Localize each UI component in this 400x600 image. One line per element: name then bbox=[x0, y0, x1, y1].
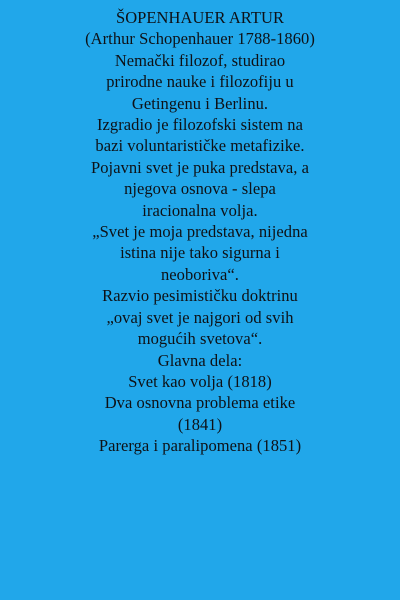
text-line: prirodne nauke i filozofiju u bbox=[106, 72, 294, 92]
work-item: Dva osnovna problema etike bbox=[104, 393, 296, 413]
text-line: Izgradio je filozofski sistem na bbox=[97, 115, 303, 135]
text-line: njegova osnova - slepa bbox=[124, 179, 276, 199]
works-heading: Glavna dela: bbox=[157, 350, 243, 370]
heading-original-name-dates: (Arthur Schopenhauer 1788-1860) bbox=[85, 29, 315, 49]
work-item: (1841) bbox=[177, 414, 223, 434]
text-line: Pojavni svet je puka predstava, a bbox=[91, 157, 309, 177]
quote-line: „Svet je moja predstava, nijedna bbox=[92, 222, 308, 242]
work-item: Svet kao volja (1818) bbox=[128, 371, 272, 391]
biography-text bbox=[0, 7, 400, 457]
text-line: Getingenu i Berlinu. bbox=[131, 93, 269, 113]
text-line: bazi voluntarističke metafizike. bbox=[95, 136, 305, 156]
text-line: Nemački filozof, studirao bbox=[114, 50, 286, 70]
text-line: iracionalna volja. bbox=[142, 200, 258, 220]
quote-line: „ovaj svet je najgori od svih bbox=[106, 307, 294, 327]
text-line: Razvio pesimističku doktrinu bbox=[102, 286, 298, 306]
work-item: Parerga i paralipomena (1851) bbox=[98, 436, 302, 456]
quote-line: istina nije tako sigurna i bbox=[120, 243, 280, 263]
quote-line: neoboriva“. bbox=[161, 264, 239, 284]
quote-line: mogućih svetova“. bbox=[137, 329, 263, 349]
heading-name: ŠOPENHAUER ARTUR bbox=[115, 8, 285, 27]
